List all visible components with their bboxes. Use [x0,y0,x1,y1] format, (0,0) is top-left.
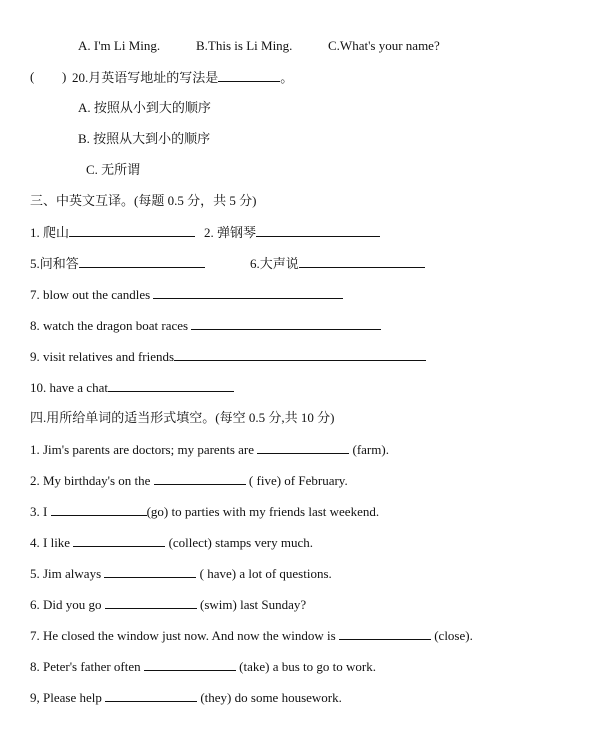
answer-blank[interactable] [218,69,280,82]
answer-blank[interactable] [256,224,380,237]
answer-blank[interactable] [104,565,196,578]
s3-item-5 [30,255,205,272]
s4-item-text: 1. Jim's parents are doctors; my parents are [30,442,254,457]
s3-item-1 [30,224,195,241]
s3-item-label: 10. have a chat [30,380,108,395]
q20-option-a: A. 按照从小到大的顺序 [78,100,211,115]
q19-option-c: C.What's your name? [328,38,440,53]
s3-item-2 [204,224,380,241]
answer-blank[interactable] [79,255,205,268]
s4-item-text: 7. He closed the window just now. And now the window is [30,628,336,643]
q20-stem: 20.月英语写地址的写法是 [72,70,219,85]
q19-option-b: B.This is Li Ming. [196,38,293,53]
answer-blank[interactable] [144,658,236,671]
s3-item-label: 9. visit relatives and friends [30,349,175,364]
s4-item-2 [30,472,348,489]
q20-option-b: B. 按照从大到小的顺序 [78,131,211,146]
s4-item-hint: (close). [434,628,473,643]
s4-item-hint: (farm). [352,442,389,457]
q20-end: 。 [280,70,294,85]
s3-item-label: 5.问和答 [30,256,79,271]
answer-blank[interactable] [51,503,147,516]
s4-item-4 [30,534,313,551]
q20-answer-paren-open: ( [30,69,35,84]
s4-item-9 [30,689,342,706]
s3-item-9 [30,348,426,365]
s4-item-1 [30,441,389,458]
s4-item-text: 2. My birthday's on the [30,473,151,488]
s3-item-7 [30,286,343,303]
s4-item-8 [30,658,376,675]
s3-item-label: 1. 爬山 [30,225,70,240]
answer-blank[interactable] [299,255,425,268]
s3-item-8 [30,317,381,334]
s4-item-hint: (they) do some housework. [200,690,342,705]
s3-item-label: 2. 弹钢琴 [204,225,257,240]
s4-item-text: 9, Please help [30,690,102,705]
s4-item-text: 8. Peter's father often [30,659,141,674]
s4-item-hint: ( five) of February. [248,473,348,488]
s3-item-10 [30,379,234,396]
s4-item-7 [30,627,473,644]
answer-blank[interactable] [154,472,246,485]
answer-blank[interactable] [105,596,197,609]
answer-blank[interactable] [108,379,234,392]
s4-item-hint: (swim) last Sunday? [200,597,307,612]
answer-blank[interactable] [69,224,195,237]
q19-option-a: A. I'm Li Ming. [78,38,161,53]
section3-heading: 三、中英文互译。(每题 0.5 分，共 5 分) [30,193,257,208]
section4-heading: 四.用所给单词的适当形式填空。(每空 0.5 分,共 10 分) [30,410,335,425]
s4-item-hint: (collect) stamps very much. [168,535,313,550]
s4-item-hint: (go) to parties with my friends last weekend. [146,504,380,519]
answer-blank[interactable] [174,348,426,361]
s4-item-3 [30,503,379,520]
s4-item-5 [30,565,332,582]
answer-blank[interactable] [73,534,165,547]
q20-answer-paren-close: ) [62,69,67,84]
s4-item-hint: (take) a bus to go to work. [239,659,376,674]
answer-blank[interactable] [105,689,197,702]
answer-blank[interactable] [153,286,343,299]
s3-item-label: 7. blow out the candles [30,287,151,302]
s4-item-text: 3. I [30,504,48,519]
s3-item-label: 8. watch the dragon boat races [30,318,189,333]
s4-item-text: 5. Jim always [30,566,102,581]
s4-item-text: 6. Did you go [30,597,102,612]
answer-blank[interactable] [339,627,431,640]
answer-blank[interactable] [257,441,349,454]
s4-item-hint: ( have) a lot of questions. [199,566,332,581]
q20-option-c: C. 无所谓 [86,162,141,177]
s4-item-text: 4. I like [30,535,71,550]
s3-item-label: 6.大声说 [250,256,299,271]
s3-item-6 [250,255,425,272]
q20-question [72,69,293,86]
s4-item-6 [30,596,306,613]
answer-blank[interactable] [191,317,381,330]
